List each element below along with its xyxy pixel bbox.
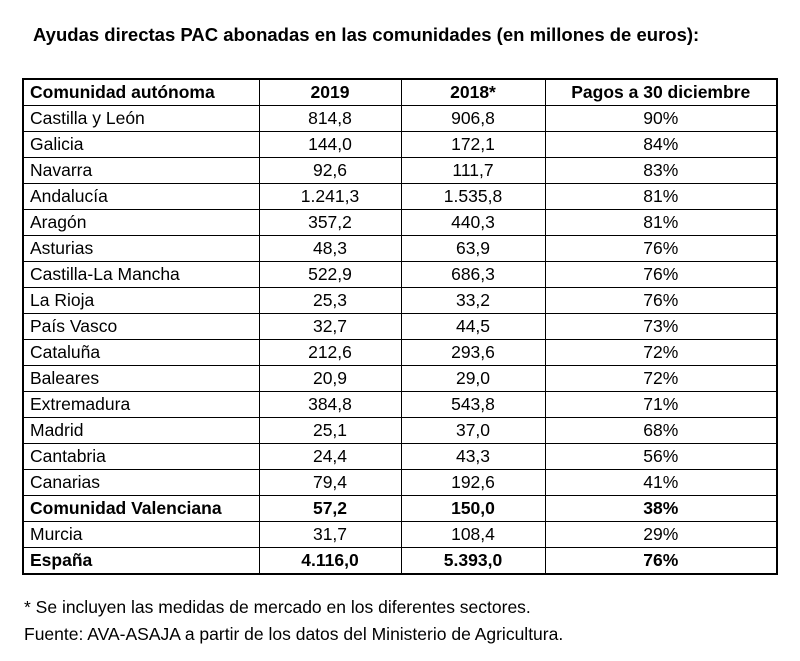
cell-2018: 192,6 xyxy=(401,470,545,496)
cell-2019: 357,2 xyxy=(259,210,401,236)
table-row xyxy=(23,418,777,444)
cell-region: Cantabria xyxy=(23,444,259,470)
cell-region: Canarias xyxy=(23,470,259,496)
cell-pagos: 90% xyxy=(545,106,777,132)
table-row xyxy=(23,132,777,158)
cell-2019: 144,0 xyxy=(259,132,401,158)
cell-2018: 906,8 xyxy=(401,106,545,132)
column-header-region: Comunidad autónoma xyxy=(23,79,259,106)
cell-region: Navarra xyxy=(23,158,259,184)
cell-2019: 57,2 xyxy=(259,496,401,522)
table-row xyxy=(23,548,777,575)
cell-2018: 150,0 xyxy=(401,496,545,522)
cell-2018: 5.393,0 xyxy=(401,548,545,575)
cell-region: Castilla y León xyxy=(23,106,259,132)
cell-2018: 543,8 xyxy=(401,392,545,418)
cell-2019: 522,9 xyxy=(259,262,401,288)
cell-pagos: 76% xyxy=(545,262,777,288)
cell-2019: 24,4 xyxy=(259,444,401,470)
cell-2018: 293,6 xyxy=(401,340,545,366)
cell-2019: 814,8 xyxy=(259,106,401,132)
column-header-pagos: Pagos a 30 diciembre xyxy=(545,79,777,106)
cell-region: Murcia xyxy=(23,522,259,548)
cell-region: Galicia xyxy=(23,132,259,158)
cell-pagos: 72% xyxy=(545,366,777,392)
cell-2018: 44,5 xyxy=(401,314,545,340)
column-header-2018: 2018* xyxy=(401,79,545,106)
cell-region: Castilla-La Mancha xyxy=(23,262,259,288)
cell-pagos: 76% xyxy=(545,288,777,314)
cell-region: País Vasco xyxy=(23,314,259,340)
cell-2018: 37,0 xyxy=(401,418,545,444)
cell-2018: 29,0 xyxy=(401,366,545,392)
table-header-row xyxy=(23,79,777,106)
table-row xyxy=(23,262,777,288)
cell-2018: 43,3 xyxy=(401,444,545,470)
cell-2018: 63,9 xyxy=(401,236,545,262)
table-row xyxy=(23,314,777,340)
cell-pagos: 73% xyxy=(545,314,777,340)
cell-2019: 212,6 xyxy=(259,340,401,366)
cell-region: Aragón xyxy=(23,210,259,236)
cell-2018: 108,4 xyxy=(401,522,545,548)
cell-2019: 48,3 xyxy=(259,236,401,262)
cell-2019: 92,6 xyxy=(259,158,401,184)
cell-pagos: 68% xyxy=(545,418,777,444)
cell-region: Andalucía xyxy=(23,184,259,210)
footnote: * Se incluyen las medidas de mercado en los diferentes sectores. xyxy=(24,597,531,617)
table-row xyxy=(23,340,777,366)
cell-2019: 31,7 xyxy=(259,522,401,548)
table-row xyxy=(23,184,777,210)
cell-region: Cataluña xyxy=(23,340,259,366)
table-row xyxy=(23,522,777,548)
cell-region: Extremadura xyxy=(23,392,259,418)
cell-2018: 33,2 xyxy=(401,288,545,314)
table-row xyxy=(23,496,777,522)
cell-2018: 111,7 xyxy=(401,158,545,184)
cell-pagos: 38% xyxy=(545,496,777,522)
cell-pagos: 72% xyxy=(545,340,777,366)
table-row xyxy=(23,210,777,236)
cell-2019: 4.116,0 xyxy=(259,548,401,575)
cell-region: La Rioja xyxy=(23,288,259,314)
table-row xyxy=(23,366,777,392)
cell-2019: 32,7 xyxy=(259,314,401,340)
table-row xyxy=(23,288,777,314)
cell-2019: 25,3 xyxy=(259,288,401,314)
cell-pagos: 76% xyxy=(545,236,777,262)
cell-2018: 686,3 xyxy=(401,262,545,288)
table-row xyxy=(23,392,777,418)
table-body xyxy=(23,106,777,575)
cell-pagos: 81% xyxy=(545,210,777,236)
cell-2018: 1.535,8 xyxy=(401,184,545,210)
cell-region: Baleares xyxy=(23,366,259,392)
cell-region: Madrid xyxy=(23,418,259,444)
data-table xyxy=(22,78,778,575)
table-row xyxy=(23,236,777,262)
cell-pagos: 76% xyxy=(545,548,777,575)
table-row xyxy=(23,158,777,184)
source-note: Fuente: AVA-ASAJA a partir de los datos del Ministerio de Agricultura. xyxy=(24,624,564,644)
table-row xyxy=(23,470,777,496)
cell-2019: 384,8 xyxy=(259,392,401,418)
cell-region: Asturias xyxy=(23,236,259,262)
column-header-2019: 2019 xyxy=(259,79,401,106)
cell-pagos: 71% xyxy=(545,392,777,418)
cell-2019: 25,1 xyxy=(259,418,401,444)
cell-2018: 172,1 xyxy=(401,132,545,158)
cell-2019: 79,4 xyxy=(259,470,401,496)
cell-pagos: 29% xyxy=(545,522,777,548)
table-row xyxy=(23,106,777,132)
cell-pagos: 81% xyxy=(545,184,777,210)
cell-pagos: 41% xyxy=(545,470,777,496)
page-title: Ayudas directas PAC abonadas en las comunidades (en millones de euros): xyxy=(33,24,700,45)
cell-2019: 1.241,3 xyxy=(259,184,401,210)
table-row xyxy=(23,444,777,470)
cell-2019: 20,9 xyxy=(259,366,401,392)
cell-pagos: 56% xyxy=(545,444,777,470)
cell-2018: 440,3 xyxy=(401,210,545,236)
cell-region: España xyxy=(23,548,259,575)
cell-pagos: 84% xyxy=(545,132,777,158)
cell-pagos: 83% xyxy=(545,158,777,184)
cell-region: Comunidad Valenciana xyxy=(23,496,259,522)
